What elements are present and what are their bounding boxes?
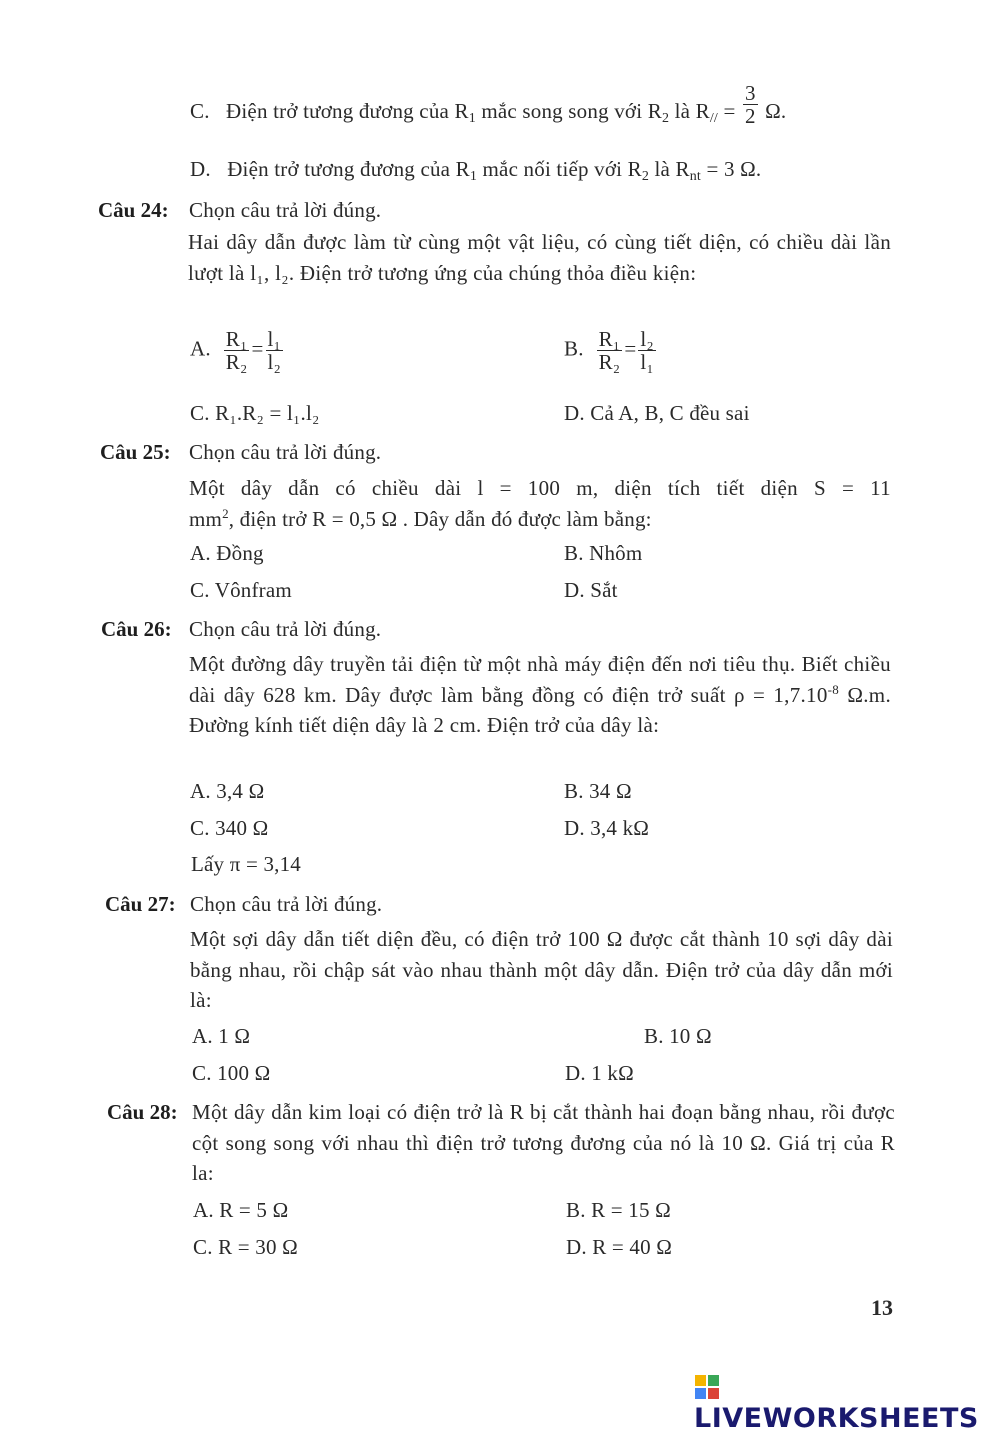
question-24-body: Hai dây dẫn được làm từ cùng một vật liệu, có cùng tiết diện, có chiều dài lần lượt là l₁, l₂. Điện trở tương ứng của chúng thỏa điều kiện: [188, 230, 891, 285]
question-26-option-d[interactable]: D. 3,4 kΩ [564, 816, 650, 840]
question-27-prompt: Chọn câu trả lời đúng. [190, 892, 383, 916]
liveworksheets-logo-icon [694, 1374, 720, 1400]
fraction-three-halves: $\frac{3}{2}$ [744, 80, 756, 128]
question-25-body-line1: Một dây dẫn có chiều dài l = 100 m, diện tích tiết diện S = 11 [189, 476, 891, 500]
question-28-label: Câu 28: [107, 1100, 178, 1124]
question-24-option-a[interactable]: A. $\frac{\text{R₁}}{\text{R₂}}$ = $\frac{\text{l₁}}{\text{l₂}}$ [190, 327, 282, 374]
fraction-l2-l1: $\frac{\text{l₂}}{\text{l₁}}$ [640, 327, 654, 374]
question-24-option-c[interactable]: C. R₁.R₂ = l₁.l₂ [190, 401, 320, 425]
question-26-body: Một đường dây truyền tải điện từ một nhà máy điện đến nơi tiêu thụ. Biết chiều dài dây 628 km. Dây được làm bằng đồng có điện trở suất $\rho = 1,7.10^{-8}$ Ω.m. Đường kính tiết diện dây là 2 cm. Điện trở của dây là: [189, 652, 891, 737]
question-25-label: Câu 25: [100, 440, 171, 464]
question-24-prompt: Chọn câu trả lời đúng. [189, 198, 382, 222]
question-28-option-d[interactable]: D. R = 40 Ω [566, 1235, 673, 1259]
question-24-option-d[interactable]: D. Cả A, B, C đều sai [564, 401, 750, 425]
question-25-option-c[interactable]: C. Vônfram [190, 578, 292, 602]
page-number: 13 [871, 1295, 893, 1320]
question-26-option-a[interactable]: A. 3,4 Ω [190, 779, 265, 803]
question-25-body-line2: $mm^2$, điện trở R = 0,5 Ω . Dây dẫn đó được làm bằng: [189, 506, 652, 531]
question-28-option-b[interactable]: B. R = 15 Ω [566, 1198, 671, 1222]
question-27-option-d[interactable]: D. 1 kΩ [565, 1061, 634, 1085]
question-26-option-b[interactable]: B. 34 Ω [564, 779, 632, 803]
question-28-option-a[interactable]: A. R = 5 Ω [193, 1198, 289, 1222]
fraction-r1-r2: $\frac{\text{R₁}}{\text{R₂}}$ [225, 327, 248, 374]
option-d-series: D. Điện trở tương đương của $R_1$ mắc nối tiếp với $R_2$ là $R_{nt} = 3$ Ω. [190, 157, 762, 184]
question-28-body: Một dây dẫn kim loại có điện trở là R bị cắt thành hai đoạn bằng nhau, rồi được cột song song với nhau thì điện trở tương đương của nó là 10 Ω. Giá trị của R la: [192, 1100, 895, 1185]
question-27-option-b[interactable]: B. 10 Ω [644, 1024, 712, 1048]
question-27-option-c[interactable]: C. 100 Ω [192, 1061, 271, 1085]
option-c-parallel: C. Điện trở tương đương của $R_1$ mắc song song với $R_2$ là $R_{//}$ = $\frac{3}{2}$ Ω. [190, 80, 787, 128]
question-27-option-a[interactable]: A. 1 Ω [192, 1024, 251, 1048]
question-27-label: Câu 27: [105, 892, 176, 916]
liveworksheets-brand: LIVEWORKSHEETS [694, 1372, 1000, 1434]
question-25-prompt: Chọn câu trả lời đúng. [189, 440, 382, 464]
question-24-label: Câu 24: [98, 198, 169, 222]
question-26-prompt: Chọn câu trả lời đúng. [189, 617, 382, 641]
fraction-l1-l2: $\frac{\text{l₁}}{\text{l₂}}$ [267, 327, 282, 374]
question-26-note: Lấy π = 3,14 [191, 852, 301, 876]
question-26-option-c[interactable]: C. 340 Ω [190, 816, 269, 840]
question-26-label: Câu 26: [101, 617, 172, 641]
question-25-option-a[interactable]: A. Đồng [190, 541, 264, 565]
question-25-option-b[interactable]: B. Nhôm [564, 541, 643, 565]
question-25-option-d[interactable]: D. Sắt [564, 578, 618, 602]
question-24-option-b[interactable]: B. $\frac{\text{R₁}}{\text{R₂}}$ = $\frac{\text{l₂}}{\text{l₁}}$ [564, 327, 654, 374]
option-label: C. [190, 99, 210, 123]
question-27-body: Một sợi dây dẫn tiết diện đều, có điện trở 100 Ω được cắt thành 10 sợi dây dài bằng nhau, rồi chập sát vào nhau thành một dây dẫn. Điện trở của dây dẫn mới là: [190, 927, 893, 1012]
question-28-option-c[interactable]: C. R = 30 Ω [193, 1235, 298, 1259]
fraction-r1-r2: $\frac{\text{R₁}}{\text{R₂}}$ [598, 327, 621, 374]
